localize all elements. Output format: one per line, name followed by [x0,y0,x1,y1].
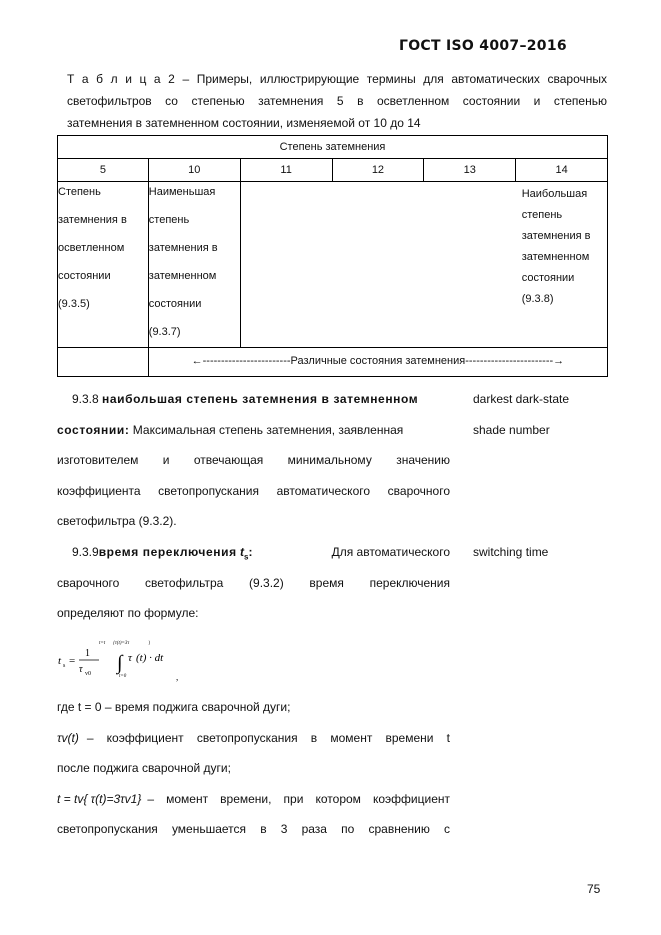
def-symbol: t = tv{ τ(t)=3τv1} [57,791,142,806]
en-line: darkest dark-state [473,392,570,406]
para-line [57,384,450,415]
formula-den-sub: v0 [85,671,91,677]
section-number: 9.3.8 [72,392,99,406]
en-line: shade number [473,422,550,437]
section-9-3-8 [57,384,450,537]
lightest-dark-state-cell [148,182,240,348]
def-line: где t = 0 – время поджига сварочной дуги; [57,700,291,714]
page-number: 75 [587,882,601,896]
formula-upper-limit-rest: {τ(t)=3τ [113,641,130,646]
cell-line: затемненном [148,270,217,282]
cell-line: осветленном [58,242,125,254]
shade-number-cell: 14 [516,159,608,182]
def-text: – момент времени, при котором коэффициент [147,791,450,806]
formula-svg [55,636,195,686]
para-line: светофильтра (9.3.2). [57,514,177,528]
formula-integrand: τ [128,652,132,664]
para-line: коэффициента светопропускания автоматического сварочного [57,483,450,498]
para-text: Для автоматического [331,545,450,559]
en-term-939 [473,537,548,568]
term-bold: состоянии: [57,422,130,437]
formula-upper-limit-end: } [148,641,151,646]
para-line [57,537,450,568]
def-line: после поджига сварочной дуги; [57,761,231,775]
shade-number-cell: 5 [58,159,149,182]
formula-integrand-rest: (t) · dt [136,652,164,664]
formula-lhs-sub: s [63,663,66,669]
shade-number-cell: 13 [424,159,516,182]
def-line: светопропускания уменьшается в 3 раза по сравнению с [57,822,450,836]
def-line [57,784,450,815]
shade-number-cell: 12 [332,159,424,182]
shade-number-cell: 11 [240,159,332,182]
shade-table [57,135,608,377]
cell-line: затемненном [521,251,590,263]
range-arrow [149,348,607,374]
integral-sign-icon: ∫ [117,652,123,674]
en-line: switching time [473,545,549,559]
table-caption [67,68,607,134]
cell-line: Наибольшая [521,188,588,200]
cell-line: состоянии [521,272,575,284]
formula-lower-limit: t=0 [119,674,127,679]
formula-denominator: τ [79,664,83,675]
cell-line: степень [521,209,563,221]
darkest-dark-state-text [517,182,613,310]
cell-line: степень [148,214,190,226]
cell-line: Наименьшая [148,186,216,198]
switching-time-formula [55,636,195,684]
cell-line: Степень [58,186,101,198]
para-line: определяют по формуле: [57,606,199,620]
arrow-cell [148,348,607,377]
term-symbol: $t_s$: [240,545,253,562]
section-9-3-9 [57,537,450,629]
term-bold: время переключения [98,545,237,559]
caption-line-2: светофильтров со степенью затемнения 5 в осветленном состоянии и степенью [67,94,607,108]
arrow-right-icon: ------------------------→ [465,355,565,367]
def-symbol: τv(t) [57,730,79,745]
formula-eq: = [69,655,76,667]
section-number: 9.3.9 [72,545,99,559]
formula-upper-limit: t=t [99,641,106,646]
term-group [72,537,253,568]
definitions [57,692,450,845]
cell-line: (9.3.5) [58,298,90,310]
def-line [57,723,450,754]
arrow-label: Различные состояния затемнения [290,355,466,367]
formula-numerator: 1 [85,648,90,659]
term-bold: наибольшая степень затемнения в затемненном [102,392,419,406]
def-text: – коэффициент светопропускания в момент времени t [86,730,450,745]
cell-line: затемнения в [521,230,591,242]
cell-line: (9.3.8) [521,293,554,305]
cell-line: состоянии [148,298,202,310]
document-header: ГОСТ ISO 4007–2016 [399,38,567,54]
para-line: изготовителем и отвечающая минимальному значению [57,453,450,467]
table-header: Степень затемнения [58,136,608,159]
cell-line: (9.3.7) [148,326,181,338]
empty-cell [58,348,149,377]
caption-line-1: Т а б л и ц а 2 – Примеры, иллюстрирующие термины для автоматических сварочных [67,72,607,86]
cell-line: затемнения в [58,214,127,226]
para-line [57,415,450,446]
cell-line: затемнения в [148,242,218,254]
para-text: Максимальная степень затемнения, заявленная [132,422,404,437]
light-state-cell [58,182,149,348]
cell-line: состоянии [58,270,111,282]
en-term-938 [473,384,569,445]
formula-lhs: t [58,655,62,667]
shade-number-cell: 10 [148,159,240,182]
middle-empty-cell [240,182,607,348]
caption-line-3: затемнения в затемненном состоянии, изменяемой от 10 до 14 [67,116,421,130]
arrow-left-icon: ←------------------------ [191,355,291,367]
formula-comma: , [176,672,179,682]
para-line: сварочного светофильтра (9.3.2) время переключения [57,575,450,590]
